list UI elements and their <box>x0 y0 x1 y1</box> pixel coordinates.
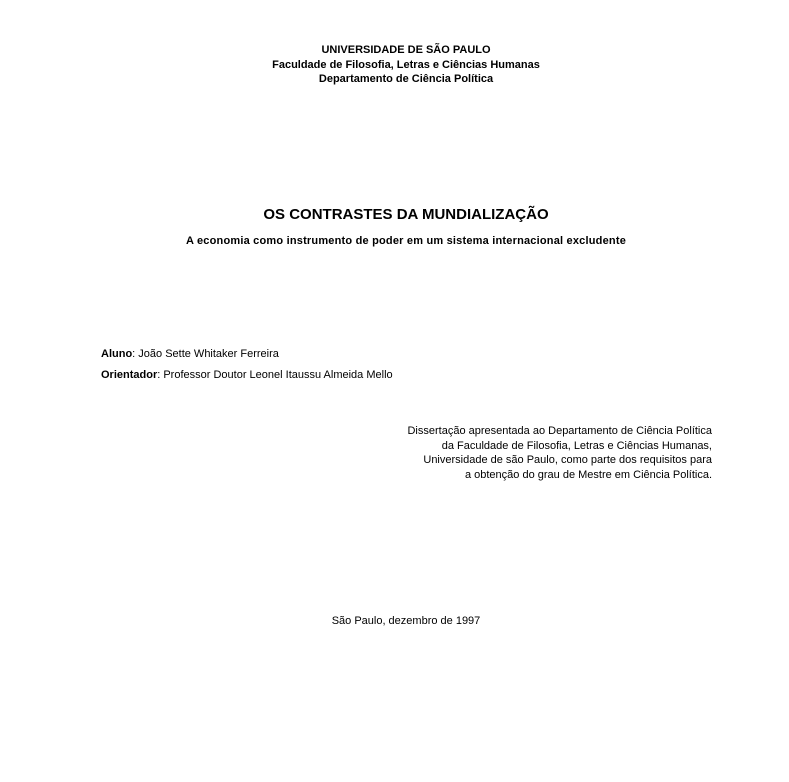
people-block <box>101 347 393 389</box>
place-and-date: São Paulo, dezembro de 1997 <box>331 615 481 627</box>
dissertation-line: Dissertação apresentada ao Departamento de Ciência Política <box>407 425 712 437</box>
document-subtitle: A economia como instrumento de poder em um sistema internacional excludente <box>185 235 627 247</box>
dissertation-note <box>407 424 712 482</box>
student-label: Aluno <box>101 348 133 360</box>
document-title: OS CONTRASTES DA MUNDIALIZAÇÃO <box>263 206 549 223</box>
student-row <box>101 347 393 361</box>
advisor-row <box>101 368 393 382</box>
dissertation-line: da Faculdade de Filosofia, Letras e Ciências Humanas, <box>441 439 712 452</box>
department-name: Departamento de Ciência Política <box>318 73 494 85</box>
dissertation-line: Universidade de são Paulo, como parte dos requisitos para <box>423 454 712 466</box>
faculty-name: Faculdade de Filosofia, Letras e Ciências Humanas <box>272 58 540 71</box>
advisor-name: : Professor Doutor Leonel Itaussu Almeida Mello <box>157 369 393 381</box>
university-name: UNIVERSIDADE DE SÃO PAULO <box>321 44 491 56</box>
dissertation-line: a obtenção do grau de Mestre em Ciência Política. <box>464 468 712 481</box>
student-name: : João Sette Whitaker Ferreira <box>132 348 279 360</box>
advisor-label: Orientador <box>101 369 158 381</box>
institution-header <box>0 43 789 87</box>
